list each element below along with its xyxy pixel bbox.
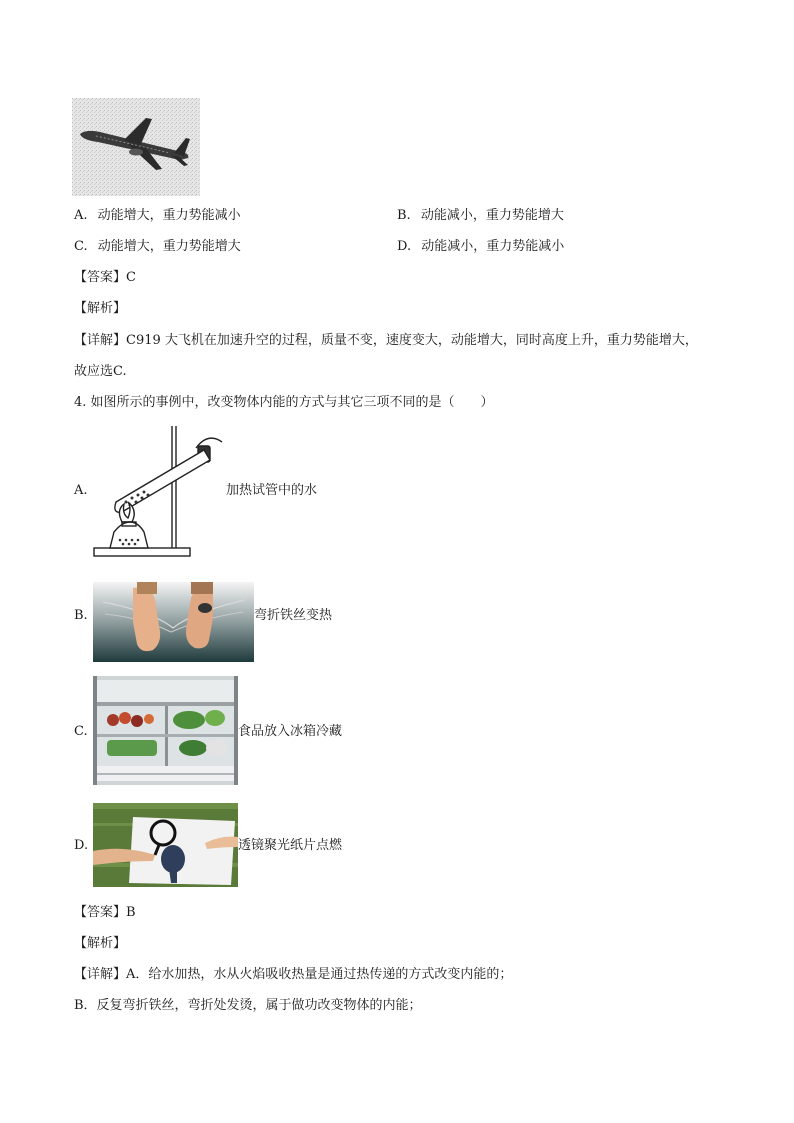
option-text: 动能增大，重力势能增大 <box>97 239 241 254</box>
q3-analysis-label <box>74 299 126 319</box>
option-text: 动能增大，重力势能减小 <box>97 208 241 223</box>
option-text: 动能减小，重力势能增大 <box>420 208 564 223</box>
q4-option-c-caption: 食品放入冰箱冷藏 <box>238 724 343 739</box>
q3-answer <box>74 268 136 288</box>
bending-wire-photo <box>93 582 254 662</box>
q4-option-a-letter: A. <box>74 483 88 498</box>
q4-option-b-letter: B. <box>74 608 88 623</box>
q3-detail-line2 <box>74 362 127 382</box>
q3-option-d <box>397 237 564 257</box>
q4-option-d-letter: D. <box>74 838 89 853</box>
option-letter: C. <box>74 239 88 254</box>
option-letter: B. <box>397 208 411 223</box>
airplane-photo <box>72 98 200 196</box>
analysis-label: 【解析】 <box>74 301 127 316</box>
answer-label: 【答案】 <box>74 270 127 285</box>
analysis-label: 【解析】 <box>74 936 127 951</box>
q4-answer <box>74 903 136 923</box>
q4-option-d-caption: 透镜聚光纸片点燃 <box>238 838 343 853</box>
q4-option-a-caption: 加热试管中的水 <box>226 483 318 498</box>
q4-option-b-caption: 弯折铁丝变热 <box>254 608 333 623</box>
test-tube-heating-illustration <box>92 422 228 560</box>
answer-label: 【答案】 <box>74 905 127 920</box>
question-text: 4. 如图所示的事例中，改变物体内能的方式与其它三项不同的是（ ） <box>74 395 494 410</box>
q4-detail-line1 <box>74 965 512 985</box>
q3-option-c <box>74 237 241 257</box>
refrigerator-photo <box>93 676 238 785</box>
q3-detail-line1 <box>74 331 698 351</box>
detail-label: 【详解】 <box>74 333 127 348</box>
answer-value: C <box>126 270 136 285</box>
detail-label: 【详解】 <box>74 967 127 982</box>
q3-option-a <box>74 206 241 226</box>
option-letter: A. <box>74 208 88 223</box>
q4-analysis-label <box>74 934 126 954</box>
detail-text: C919 大飞机在加速升空的过程，质量不变，速度变大，动能增大，同时高度上升，重力势能增大， <box>126 333 698 348</box>
q4-stem <box>74 393 494 413</box>
detail-text: A．给水加热，水从火焰吸收热量是通过热传递的方式改变内能的； <box>126 967 513 982</box>
detail-text: B．反复弯折铁丝，弯折处发烫，属于做功改变物体的内能； <box>74 998 422 1013</box>
q3-option-b <box>397 206 564 226</box>
answer-value: B <box>126 905 136 920</box>
q4-detail-line2 <box>74 996 422 1016</box>
q4-option-c-letter: C. <box>74 724 88 739</box>
option-letter: D. <box>397 239 412 254</box>
magnifier-paper-photo <box>93 803 238 887</box>
option-text: 动能减小，重力势能减小 <box>421 239 565 254</box>
detail-text: 故应选C. <box>74 364 127 379</box>
